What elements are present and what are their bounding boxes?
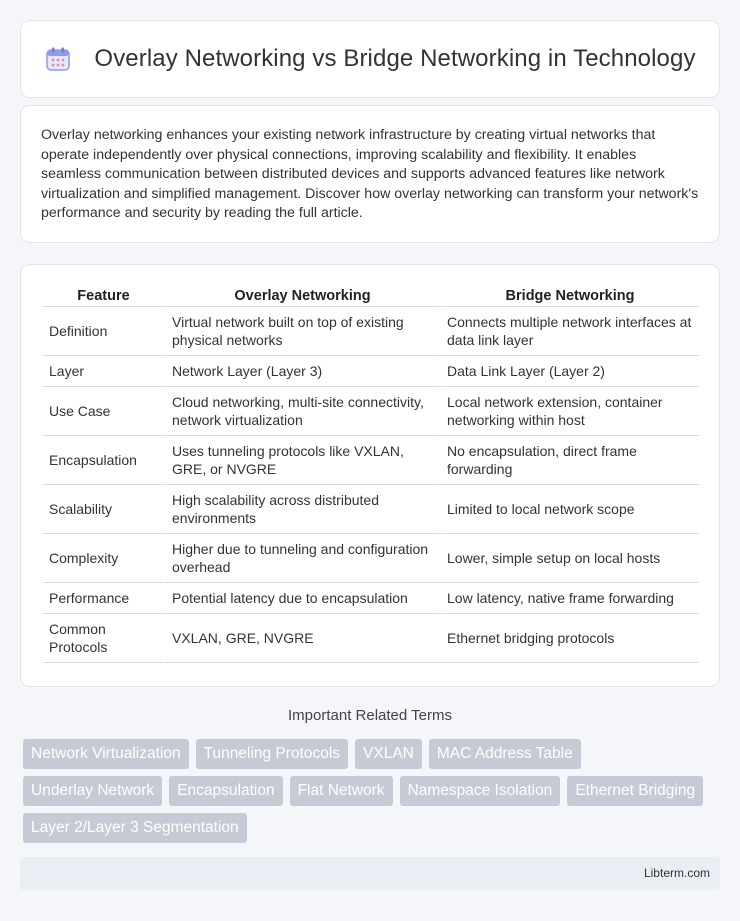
overlay-cell: High scalability across distributed environments [164, 485, 439, 534]
title-card [20, 20, 720, 98]
header-feature: Feature [43, 285, 164, 307]
feature-cell: Scalability [43, 485, 164, 534]
intro-card [20, 105, 720, 243]
overlay-cell: Virtual network built on top of existing physical networks [164, 307, 439, 356]
feature-cell: Definition [43, 307, 164, 356]
feature-cell: Common Protocols [43, 614, 164, 663]
bridge-cell: Lower, simple setup on local hosts [439, 534, 699, 583]
overlay-cell: Potential latency due to encapsulation [164, 583, 439, 614]
table-row [43, 307, 699, 356]
tag-vxlan[interactable]: VXLAN [355, 739, 422, 769]
bridge-cell: Low latency, native frame forwarding [439, 583, 699, 614]
table-row [43, 387, 699, 436]
footer-site-link[interactable]: Libterm.com [643, 866, 710, 880]
header-overlay: Overlay Networking [164, 285, 439, 307]
related-terms-list [23, 739, 723, 843]
feature-cell: Layer [43, 356, 164, 387]
tag-tunneling-protocols[interactable]: Tunneling Protocols [196, 739, 348, 769]
table-row [43, 485, 699, 534]
feature-cell: Encapsulation [43, 436, 164, 485]
page-title: Overlay Networking vs Bridge Networking in Technology [94, 45, 696, 72]
overlay-cell: VXLAN, GRE, NVGRE [164, 614, 439, 663]
feature-cell: Performance [43, 583, 164, 614]
tag-encapsulation[interactable]: Encapsulation [169, 776, 282, 806]
table-header-row [43, 285, 699, 307]
bridge-cell: Local network extension, container networking within host [439, 387, 699, 436]
overlay-cell: Cloud networking, multi-site connectivity, network virtualization [164, 387, 439, 436]
tag-underlay-network[interactable]: Underlay Network [23, 776, 162, 806]
tag-ethernet-bridging[interactable]: Ethernet Bridging [567, 776, 703, 806]
feature-cell: Use Case [43, 387, 164, 436]
table-row [43, 356, 699, 387]
table-row [43, 583, 699, 614]
table-row [43, 436, 699, 485]
comparison-table [43, 285, 699, 663]
overlay-cell: Higher due to tunneling and configuration overhead [164, 534, 439, 583]
calendar-icon [44, 45, 72, 73]
tag-network-virtualization[interactable]: Network Virtualization [23, 739, 189, 769]
overlay-cell: Uses tunneling protocols like VXLAN, GRE, or NVGRE [164, 436, 439, 485]
related-terms-heading: Important Related Terms [288, 707, 452, 724]
feature-cell: Complexity [43, 534, 164, 583]
bridge-cell: Connects multiple network interfaces at data link layer [439, 307, 699, 356]
tag-mac-address-table[interactable]: MAC Address Table [429, 739, 581, 769]
tag-flat-network[interactable]: Flat Network [290, 776, 393, 806]
comparison-table-card [20, 264, 720, 687]
intro-paragraph: Overlay networking enhances your existing network infrastructure by creating virtual networks that operate independently over physical connections, improving scalability and flexibility. It enables seamless communication between distributed devices and supports advanced features like network virtualization and simplified management. Discover how overlay networking can transform your network's performance and security by reading the full article. [41, 127, 699, 222]
table-row [43, 614, 699, 663]
table-row [43, 534, 699, 583]
header-bridge: Bridge Networking [439, 285, 699, 307]
tag-namespace-isolation[interactable]: Namespace Isolation [400, 776, 561, 806]
bridge-cell: No encapsulation, direct frame forwarding [439, 436, 699, 485]
tag-layer-segmentation[interactable]: Layer 2/Layer 3 Segmentation [23, 813, 247, 843]
footer [20, 857, 720, 890]
bridge-cell: Data Link Layer (Layer 2) [439, 356, 699, 387]
overlay-cell: Network Layer (Layer 3) [164, 356, 439, 387]
bridge-cell: Ethernet bridging protocols [439, 614, 699, 663]
bridge-cell: Limited to local network scope [439, 485, 699, 534]
